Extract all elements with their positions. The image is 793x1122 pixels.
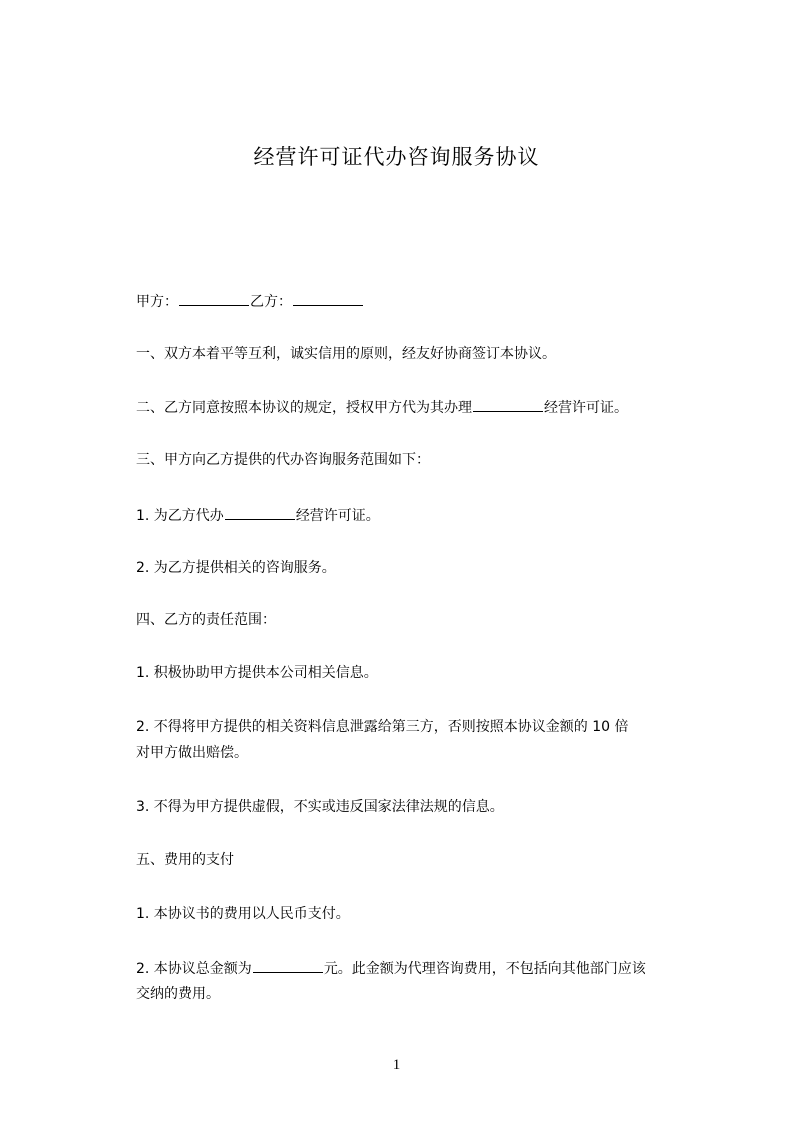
party-a-blank [179,291,249,306]
party-b-label: 乙方： [250,294,292,310]
clause-5-item-2-after: 元。此金额为代理咨询费用，不包括向其他部门应该 [323,961,646,977]
clause-3-item-1 [136,505,380,526]
clause-1: 一、双方本着平等互利，诚实信用的原则，经友好协商签订本协议。 [136,346,556,362]
clause-4-item-2-line-1: 2. 不得将甲方提供的相关资料信息泄露给第三方，否则按照本协议金额的 10 倍 [136,719,629,735]
clause-5-item-2-before: 2. 本协议总金额为 [136,961,252,977]
parties-line [136,291,364,312]
clause-2-blank [473,397,543,412]
party-b-blank [293,291,363,306]
clause-5-item-2-line-1 [136,958,646,979]
clause-3-item-1-blank [225,505,295,520]
clause-3-item-2: 2. 为乙方提供相关的咨询服务。 [136,560,336,576]
clause-4-item-1: 1. 积极协助甲方提供本公司相关信息。 [136,665,378,681]
page-number: 1 [392,1057,401,1073]
clause-2 [136,397,628,418]
party-a-label: 甲方： [136,294,178,310]
clause-5-heading: 五、费用的支付 [136,852,234,868]
clause-3-item-1-before: 1. 为乙方代办 [136,508,224,524]
document-title: 经营许可证代办咨询服务协议 [253,145,540,169]
clause-3-heading: 三、甲方向乙方提供的代办咨询服务范围如下： [136,452,430,468]
clause-2-after: 经营许可证。 [544,400,628,416]
clause-4-item-2-line-2: 对甲方做出赔偿。 [136,745,248,761]
clause-5-item-2-blank [253,958,323,973]
clause-2-before: 二、乙方同意按照本协议的规定，授权甲方代为其办理 [136,400,472,416]
clause-4-item-3: 3. 不得为甲方提供虚假，不实或违反国家法律法规的信息。 [136,799,504,815]
clause-4-heading: 四、乙方的责任范围： [136,612,276,628]
clause-5-item-2-line-2: 交纳的费用。 [136,986,220,1002]
clause-3-item-1-after: 经营许可证。 [295,508,380,524]
clause-5-item-1: 1. 本协议书的费用以人民币支付。 [136,906,350,922]
